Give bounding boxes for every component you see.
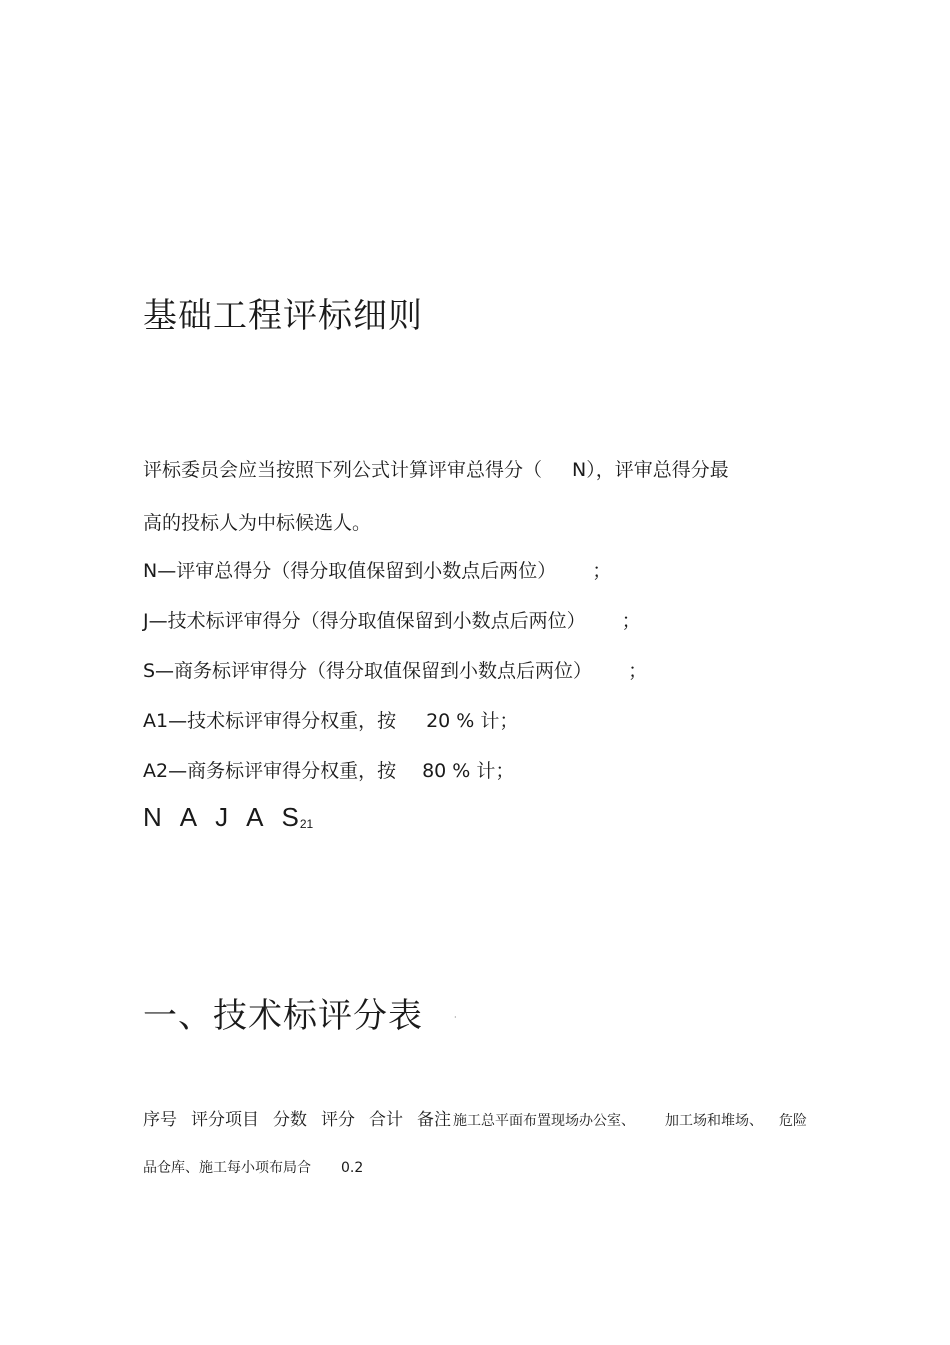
intro-line-2: 高的投标人为中标候选人。 [143,512,372,534]
definition-j [143,606,641,633]
formula-letter-a2: A [246,802,264,832]
col-total: 合计 [369,1110,403,1130]
definition-s-tail: ； [628,660,648,682]
formula-letter-n: N [143,802,162,832]
table-row [143,1157,363,1177]
section-mark: · [454,1013,457,1022]
intro-line-1-part-a: 评标委员会应当按照下列公式计算评审总得分（ [143,459,543,481]
definition-a2-tail: 80 % 计； [422,760,515,782]
formula-letter-a: A [179,802,198,832]
definition-s [143,656,647,683]
definition-n-tail: ； [592,560,612,582]
col-remarks: 备注 [417,1110,451,1130]
definition-j-tail: ； [621,610,641,632]
col-index: 序号 [143,1110,177,1130]
definition-a1-text: A1—技术标评审得分权重，按 [143,710,397,732]
definition-s-text: S—商务标评审得分（得分取值保留到小数点后两位） [143,660,593,682]
formula-letter-s: S [281,802,299,832]
table-header-row [143,1105,807,1130]
col-item: 评分项目 [191,1110,259,1130]
header-note-c: 危险 [779,1113,807,1129]
intro-line-1 [143,455,729,482]
definition-a2 [143,756,514,783]
col-points: 分数 [273,1110,307,1130]
definition-a1 [143,706,518,733]
definition-a1-tail: 20 % 计； [426,710,519,732]
row-text: 品仓库、施工每小项布局合 [143,1160,311,1176]
row-value: 0.2 [341,1160,364,1176]
header-note-b: 加工场和堆场、 [665,1113,763,1129]
header-note-a: 施工总平面布置现场办公室、 [453,1113,635,1129]
section-title: 一、技术标评分表 [143,996,423,1036]
definition-a2-text: A2—商务标评审得分权重，按 [143,760,397,782]
definition-n [143,556,611,583]
definition-n-text: N—评审总得分（得分取值保留到小数点后两位） [143,560,557,582]
formula-subscript: 21 [299,817,314,831]
formula-letter-j: J [215,802,229,832]
score-formula [143,802,313,833]
col-score: 评分 [321,1110,355,1130]
intro-line-1-part-b: N），评审总得分最 [572,459,729,481]
document-title: 基础工程评标细则 [143,296,423,336]
definition-j-text: J—技术标评审得分（得分取值保留到小数点后两位） [143,610,586,632]
